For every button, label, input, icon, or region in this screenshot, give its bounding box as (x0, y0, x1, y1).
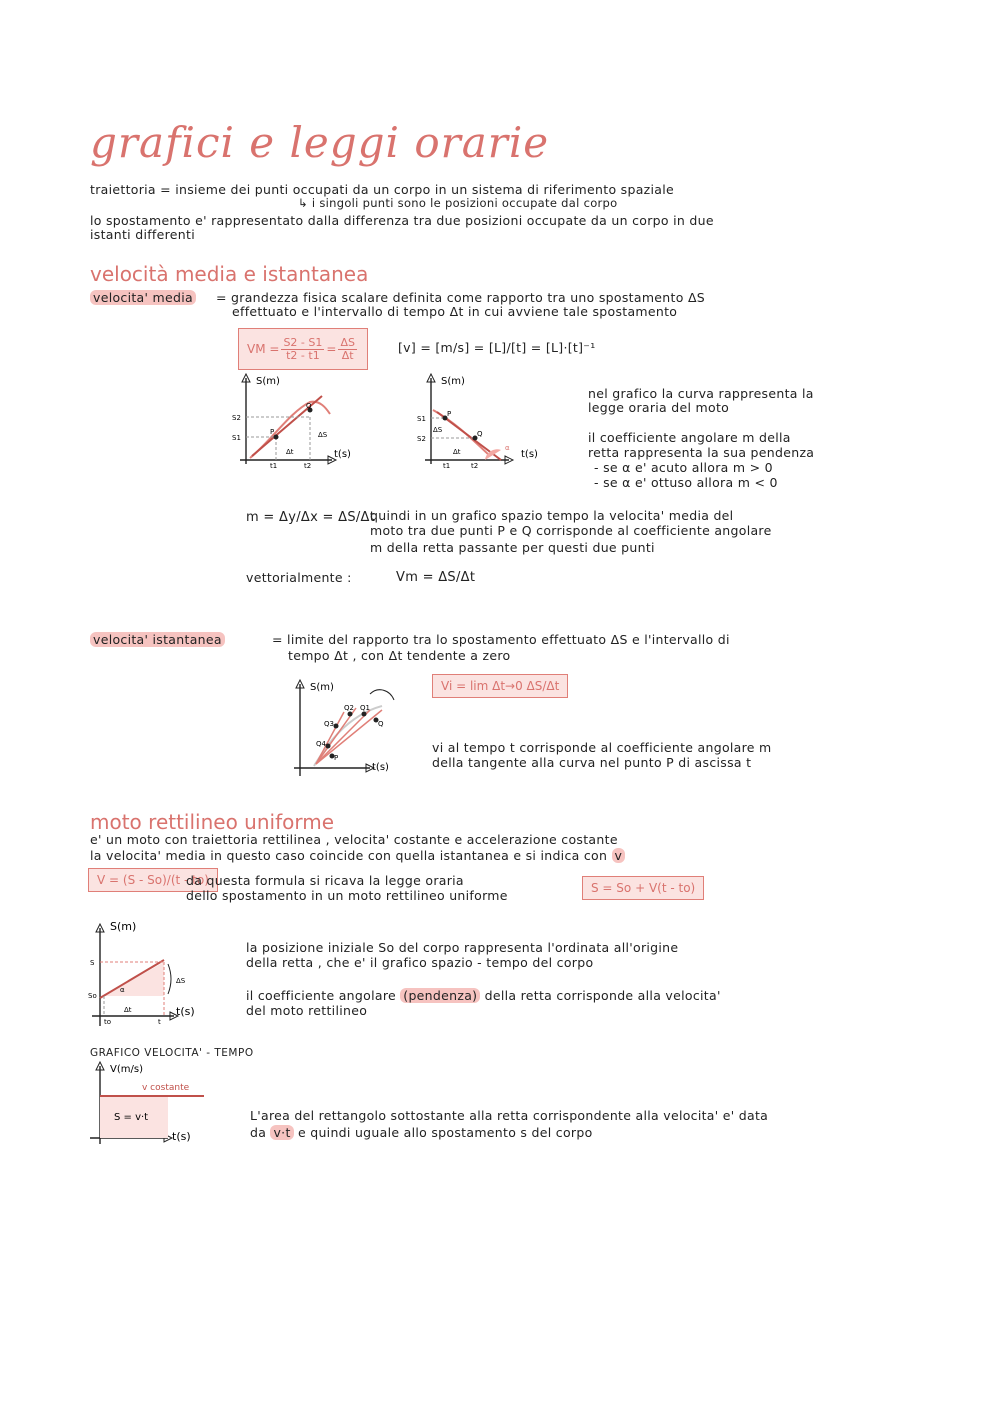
dimension-formula: [v] = [m/s] = [L]/[t] = [L]·[t]⁻¹ (398, 340, 596, 355)
uniform-note-2: della retta , che e' il grafico spazio - tempo del corpo (246, 955, 594, 970)
instant-velocity-def-1: = limite del rapporto tra lo spostamento effettuato ΔS e l'intervallo di (272, 632, 730, 647)
graph-note-2: legge oraria del moto (588, 400, 730, 415)
g2-t-axis-label: t(s) (521, 449, 538, 460)
g2-ds-label: ΔS (433, 426, 443, 434)
g1-ds-label: ΔS (318, 431, 328, 439)
g1-t1-label: t1 (270, 462, 278, 470)
g1-p-label: P (270, 428, 275, 436)
section-heading-velocity: velocità media e istantanea (90, 262, 369, 286)
g4-to-label: to (104, 1018, 112, 1026)
g2-p-label: P (447, 410, 452, 418)
uniform-def-1: e' un moto con traiettoria rettilinea , velocita' costante e accelerazione costante (90, 832, 618, 847)
g3-q-label: Q (378, 720, 384, 728)
g3-q3-label: Q3 (324, 720, 334, 728)
g4-s-label: S (90, 959, 95, 967)
instant-velocity-term (90, 632, 225, 647)
vm-num-2: ΔS (340, 335, 355, 349)
g3-q4-label: Q4 (316, 740, 326, 748)
g1-s2-label: S2 (232, 414, 241, 422)
graph-note-6: - se α e' ottuso allora m < 0 (594, 475, 778, 490)
displacement-definition-2: istanti differenti (90, 227, 195, 242)
uniform-law-box: S = So + V(t - to) (582, 876, 704, 900)
g1-s-axis-label: S(m) (256, 376, 280, 387)
trajectory-note-text: i singoli punti sono le posizioni occupate dal corpo (311, 196, 618, 210)
g4-t-label: t (158, 1018, 161, 1026)
vm-fraction-1 (281, 337, 324, 362)
g3-q2-label: Q2 (344, 704, 354, 712)
vt-heading: GRAFICO VELOCITA' - TEMPO (90, 1047, 254, 1059)
g2-alpha-label: α (505, 444, 510, 452)
g2-s2-label: S2 (417, 435, 426, 443)
graph-velocity-time (84, 1058, 234, 1148)
g2-t2-label: t2 (471, 462, 479, 470)
uniform-def-2 (90, 848, 625, 863)
g1-s1-label: S1 (232, 434, 241, 442)
slope-formula: m = Δy/Δx = ΔS/Δt (246, 510, 376, 525)
uniform-note-3 (246, 988, 721, 1003)
section-heading-uniform-motion: moto rettilineo uniforme (90, 810, 335, 834)
graph-instant-velocity (286, 676, 426, 778)
instant-velocity-formula-box: Vi = lim Δt→0 ΔS/Δt (432, 674, 568, 698)
g2-dt-label: Δt (453, 448, 461, 456)
g2-s1-label: S1 (417, 415, 426, 423)
uniform-def-2-text: la velocita' media in questo caso coincide con quella istantanea e si indica con (90, 848, 608, 863)
uniform-note-3b: (pendenza) (400, 988, 480, 1003)
graph-note-4: retta rappresenta la sua pendenza (588, 445, 815, 460)
mean-velocity-highlight: velocita' media (90, 290, 196, 305)
instant-velocity-def-2: tempo Δt , con Δt tendente a zero (288, 648, 511, 663)
page-title: grafici e leggi orarie (90, 118, 550, 167)
g2-s-axis-label: S(m) (441, 376, 465, 387)
vector-formula: Vm = ΔS/Δt (396, 570, 476, 585)
graph-note-5: - se α e' acuto allora m > 0 (594, 460, 773, 475)
g1-t2-label: t2 (304, 462, 312, 470)
uniform-formula-note-2: dello spostamento in un moto rettilineo uniforme (186, 888, 508, 903)
vt-note-2b: v·t (270, 1125, 293, 1140)
vt-note-1: L'area del rettangolo sottostante alla retta corrispondente alla velocita' e' data (250, 1108, 769, 1123)
instant-velocity-highlight: velocita' istantanea (90, 632, 225, 647)
g1-dt-label: Δt (286, 448, 294, 456)
g3-t-axis-label: t(s) (372, 762, 389, 773)
graph-acute-slope (230, 372, 380, 472)
vm-den-1: t2 - t1 (286, 348, 320, 362)
mean-velocity-term (90, 290, 196, 305)
uniform-v-highlight: v (612, 848, 626, 863)
displacement-definition-1: lo spostamento e' rappresentato dalla differenza tra due posizioni occupate da un corpo in due (90, 213, 714, 228)
uniform-formula-note-1: da questa formula si ricava la legge oraria (186, 873, 464, 888)
trajectory-note: ↳ i singoli punti sono le posizioni occupate dal corpo (298, 196, 618, 210)
vector-label: vettorialmente : (246, 570, 352, 585)
g1-q-label: Q (306, 402, 312, 410)
graph-note-3: il coefficiente angolare m della (588, 430, 791, 445)
g5-v-const-label: v costante (142, 1083, 190, 1093)
slope-note-2: moto tra due punti P e Q corrisponde al coefficiente angolare (370, 523, 772, 538)
instant-note-1: vi al tempo t corrisponde al coefficiente angolare m (432, 740, 772, 755)
graph-obtuse-slope (415, 372, 575, 472)
uniform-note-3a: il coefficiente angolare (246, 988, 396, 1003)
g3-s-axis-label: S(m) (310, 682, 334, 693)
vt-note-2c: e quindi uguale allo spostamento s del corpo (297, 1125, 593, 1140)
mean-velocity-def-1: = grandezza fisica scalare definita come rapporto tra uno spostamento ΔS (216, 290, 706, 305)
g4-s-axis-label: S(m) (110, 920, 137, 933)
graph-note-1: nel grafico la curva rappresenta la (588, 386, 814, 401)
trajectory-definition: traiettoria = insieme dei punti occupati da un corpo in un sistema di riferimento spaziale (90, 182, 675, 197)
graph-uniform-motion (84, 916, 234, 1030)
uniform-note-4: del moto rettilineo (246, 1003, 368, 1018)
vm-num-1: S2 - S1 (283, 335, 323, 349)
uniform-note-3c: della retta corrisponde alla velocita' (484, 988, 721, 1003)
g1-t-axis-label: t(s) (334, 449, 351, 460)
g5-area-label: S = v·t (114, 1112, 149, 1123)
uniform-note-1: la posizione iniziale So del corpo rappresenta l'ordinata all'origine (246, 940, 679, 955)
g3-q1-label: Q1 (360, 704, 370, 712)
g4-so-label: So (88, 992, 97, 1000)
uniform-velocity-formula-box: V = (S - So)/(t - to) (88, 868, 218, 892)
vm-label: VM = (247, 342, 280, 356)
mean-velocity-formula-box (238, 328, 368, 370)
g2-t1-label: t1 (443, 462, 451, 470)
g4-alpha-label: α (120, 986, 125, 994)
g3-p-label: P (334, 754, 339, 762)
g2-q-label: Q (477, 430, 483, 438)
slope-note-1: quindi in un grafico spazio tempo la velocita' media del (370, 508, 734, 523)
vm-den-2: Δt (341, 348, 354, 362)
vm-fraction-2 (338, 337, 357, 362)
vm-equals: = (326, 342, 337, 356)
g5-t-axis-label: t(s) (172, 1130, 191, 1143)
g5-v-axis-label: V(m/s) (110, 1064, 143, 1075)
g4-ds-label: ΔS (176, 977, 186, 985)
vt-note-2a: da (250, 1125, 267, 1140)
slope-note-3: m della retta passante per questi due punti (370, 540, 655, 555)
g4-dt-label: Δt (124, 1006, 132, 1014)
g4-t-axis-label: t(s) (176, 1005, 195, 1018)
vt-note-2 (250, 1125, 593, 1140)
instant-note-2: della tangente alla curva nel punto P di ascissa t (432, 755, 752, 770)
mean-velocity-def-2: effettuato e l'intervallo di tempo Δt in cui avviene tale spostamento (232, 304, 678, 319)
